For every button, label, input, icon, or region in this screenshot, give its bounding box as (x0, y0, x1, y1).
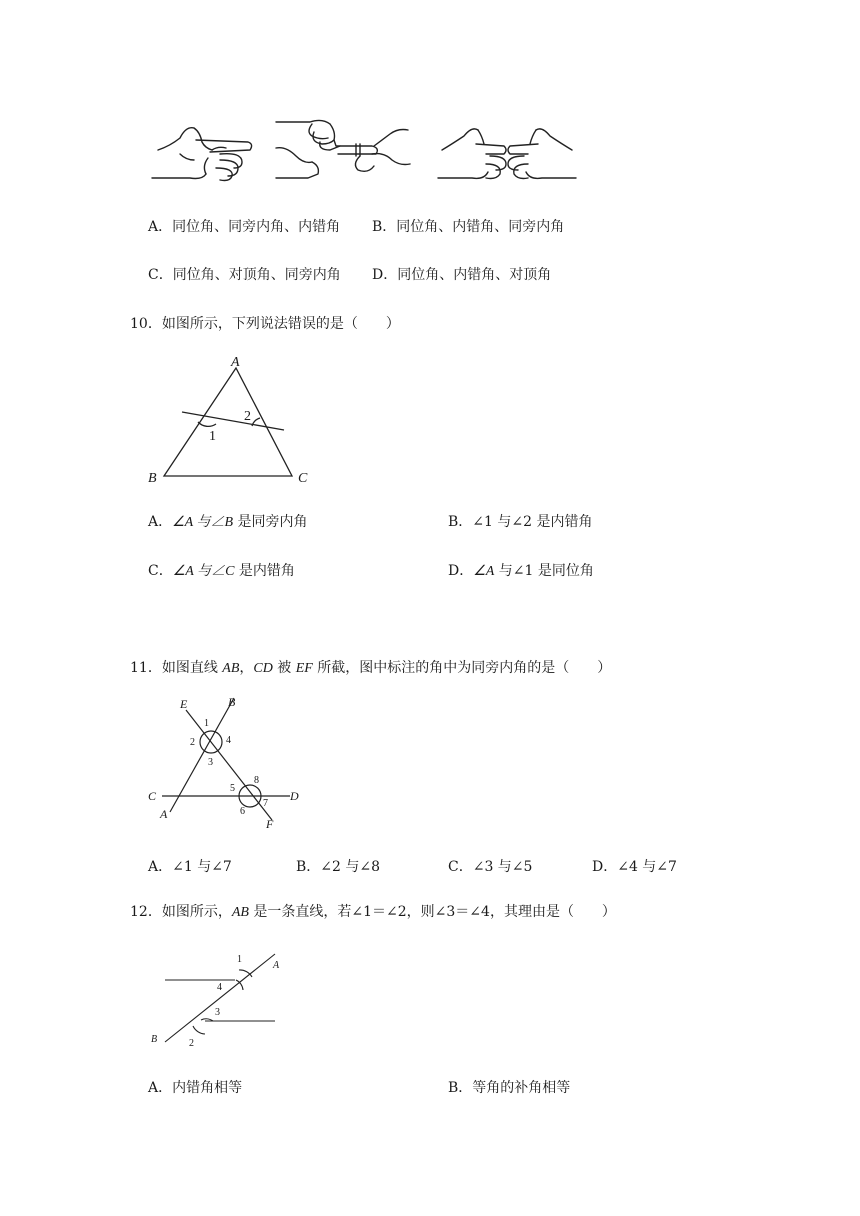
q11-stem (130, 657, 611, 677)
q11-stem-ab: AB (222, 661, 240, 676)
q11-stem-prefix: 11．如图直线 (130, 660, 223, 676)
q10-triangle-figure (140, 350, 340, 490)
q10-stem: 10．如图所示，下列说法错误的是（ ） (130, 316, 400, 332)
q11-stem-ef: EF (295, 661, 313, 676)
q10-option-c-suffix: 是内错角 (234, 563, 295, 579)
q11-transversal-figure (140, 692, 310, 834)
q10-option-c-math: ∠A 与∠C (172, 564, 235, 579)
q12-label-a: A (273, 960, 280, 971)
q11-stem-cd: CD (253, 661, 273, 676)
q9-option-c: C．同位角、对顶角、同旁内角 (148, 267, 341, 283)
q11-option-b: B．∠2 与∠8 (296, 859, 381, 875)
hand-gesture-figure-1 (150, 120, 260, 186)
q10-option-a (148, 511, 307, 531)
hand-gesture-figure-2 (272, 112, 412, 186)
q12-angle-2: 2 (189, 1038, 194, 1049)
q10-angle-1: 1 (209, 429, 216, 444)
q12-angle-3: 3 (215, 1007, 220, 1018)
q11-angle-2: 2 (190, 737, 195, 748)
q10-option-d-prefix: D． (448, 563, 474, 579)
q11-stem-by: 被 (272, 660, 296, 676)
q12-label-b: B (151, 1034, 158, 1045)
q11-angle-5: 5 (230, 783, 235, 794)
q12-option-b: B．等角的补角相等 (448, 1080, 571, 1096)
q10-option-c-prefix: C． (148, 563, 173, 579)
q11-angle-7: 7 (263, 798, 268, 809)
q10-option-c (148, 560, 295, 580)
q11-option-a: A．∠1 与∠7 (148, 859, 232, 875)
q11-option-d: D．∠4 与∠7 (592, 859, 677, 875)
q11-label-a: A (160, 807, 168, 821)
q11-label-d: D (290, 789, 299, 803)
q12-stem-suffix: 是一条直线，若∠1＝∠2，则∠3＝∠4，其理由是（ ） (248, 904, 616, 920)
q11-label-f: F (266, 817, 274, 831)
q12-option-a: A．内错角相等 (148, 1080, 243, 1096)
q11-label-e: E (180, 697, 188, 711)
q10-option-d-math: ∠A (473, 564, 495, 579)
q12-angle-4: 4 (217, 982, 222, 993)
q11-angle-6: 6 (240, 806, 245, 817)
q12-angle-1: 1 (237, 954, 242, 965)
q12-parallel-lines-figure (145, 946, 295, 1052)
hand-gesture-figure-3 (436, 120, 578, 186)
q11-option-c: C．∠3 与∠5 (448, 859, 533, 875)
q10-label-b: B (148, 471, 157, 486)
q10-option-a-math: ∠A 与∠B (172, 515, 234, 530)
q10-option-d (448, 560, 594, 580)
q11-angle-8: 8 (254, 775, 259, 786)
q11-label-c: C (148, 789, 157, 803)
q10-angle-2: 2 (244, 409, 251, 424)
q10-option-a-suffix: 是同旁内角 (233, 514, 308, 530)
q11-angle-1: 1 (204, 718, 209, 729)
q11-stem-suffix: 所截，图中标注的角中为同旁内角的是（ ） (312, 660, 612, 676)
q10-option-a-prefix: A． (148, 514, 173, 530)
q12-stem (130, 901, 616, 921)
q10-option-b: B．∠1 与∠2 是内错角 (448, 514, 593, 530)
q9-option-a: A．同位角、同旁内角、内错角 (148, 219, 341, 235)
q9-option-d: D．同位角、内错角、对顶角 (372, 267, 552, 283)
q10-label-c: C (298, 471, 308, 486)
q11-angle-4: 4 (226, 735, 231, 746)
q11-angle-3: 3 (208, 757, 213, 768)
q10-option-d-suffix: 与∠1 是同位角 (494, 563, 594, 579)
q12-stem-prefix: 12．如图所示， (130, 904, 232, 920)
q9-option-b: B．同位角、内错角、同旁内角 (372, 219, 565, 235)
q11-stem-comma: ， (239, 660, 254, 676)
q11-label-b: B (228, 695, 236, 709)
q12-stem-ab: AB (231, 905, 249, 920)
q10-label-a: A (231, 355, 240, 370)
